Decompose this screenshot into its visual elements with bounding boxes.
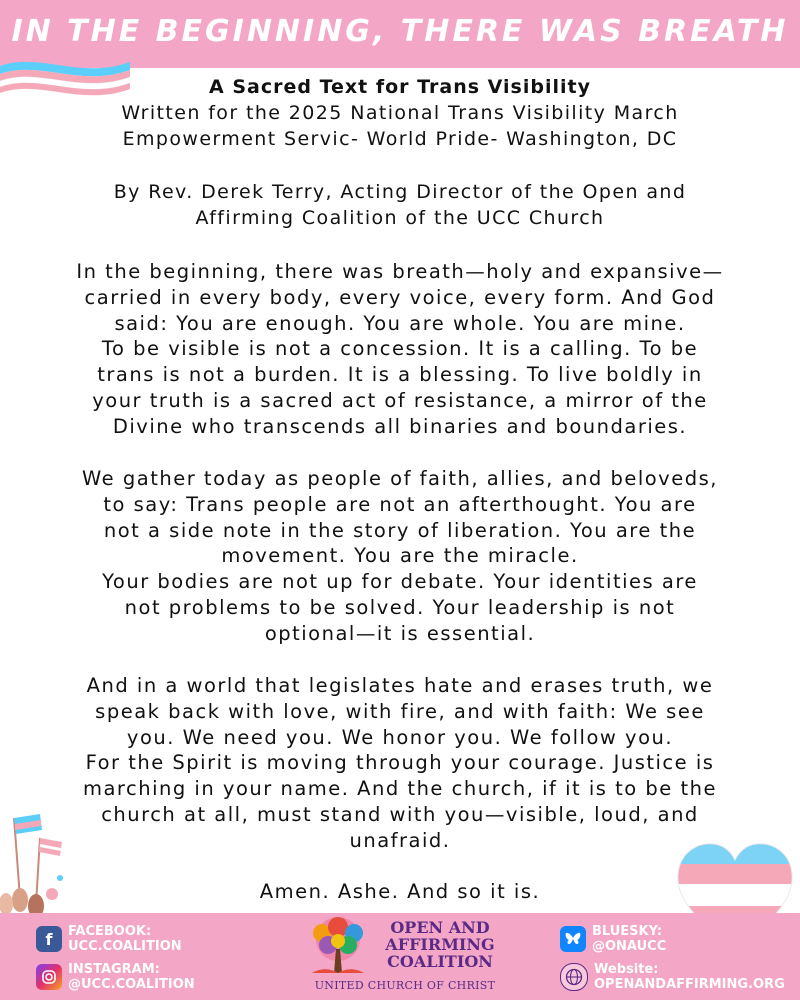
logo-line-1: OPEN AND [390, 918, 490, 937]
text-line: To be visible is not a concession. It is a calling. To be [101, 337, 699, 361]
text-line: In the beginning, there was breath—holy and expansive— [76, 260, 724, 283]
instagram-label: INSTAGRAM: [68, 962, 160, 977]
text-line: carried in every body, every voice, every form. And God [84, 285, 716, 309]
raised-flags-illustration-icon [0, 808, 70, 913]
text-line: And in a world that legislates hate and erases truth, we [86, 674, 714, 697]
text-line: church at all, must stand with you—visible, loud, and [101, 802, 699, 826]
website-url: OPENANDAFFIRMING.ORG [594, 977, 785, 992]
instagram-handle: @UCC.COALITION [68, 977, 195, 992]
facebook-icon: f [36, 926, 62, 952]
text-line: trans is not a burden. It is a blessing. To live boldly in [97, 363, 703, 387]
text-line: optional—it is essential. [264, 621, 536, 645]
author-line-1: By Rev. Derek Terry, Acting Director of the Open and [113, 181, 687, 203]
text-line: For the Spirit is moving through your courage. Justice is [85, 751, 715, 775]
text-line: not a side note in the story of liberation. You are the [103, 518, 697, 542]
text-line: to say: Trans people are not an afterthought. You are [103, 492, 697, 516]
facebook-handle: UCC.COALITION [68, 939, 182, 954]
banner-title: IN THE BEGINNING, THERE WAS BREATH [11, 14, 789, 49]
page-heading: A Sacred Text for Trans Visibility [209, 76, 591, 98]
tree-logo-icon [302, 915, 374, 979]
text-line: not problems to be solved. Your leadership is not [124, 595, 676, 619]
text-line: movement. You are the miracle. [221, 544, 579, 568]
paragraph-1 [20, 259, 780, 440]
facebook-link[interactable] [36, 924, 182, 954]
text-line: you. We need you. We honor you. We follow you. [126, 725, 674, 749]
bluesky-handle: @ONAUCC [592, 939, 667, 954]
paragraph-3 [20, 673, 780, 854]
text-line: Divine who transcends all binaries and boundaries. [112, 414, 688, 438]
text-line: unafraid. [349, 828, 451, 852]
text-line: Your bodies are not up for debate. Your identities are [102, 570, 698, 594]
author-line-2: Affirming Coalition of the UCC Church [195, 207, 605, 229]
logo-subtitle: UNITED CHURCH OF CHRIST [314, 979, 496, 992]
text-line: marching in your name. And the church, if it is to be the [82, 777, 718, 801]
facebook-label: FACEBOOK: [68, 924, 152, 939]
ona-coalition-logo [300, 913, 510, 1000]
instagram-link[interactable] [36, 962, 195, 992]
bluesky-icon [560, 926, 586, 952]
text-line: speak back with love, with fire, and with faith: We see [95, 699, 705, 723]
website-link[interactable] [560, 962, 785, 992]
bluesky-label: BLUESKY: [592, 924, 663, 939]
bluesky-link[interactable] [560, 924, 666, 954]
instagram-icon [36, 964, 62, 990]
event-line: Empowerment Servic- World Pride- Washington, DC [122, 128, 678, 150]
logo-name [372, 919, 508, 970]
logo-line-3: COALITION [387, 952, 493, 971]
paragraph-2 [20, 466, 780, 647]
text-line: said: You are enough. You are whole. You are mine. [114, 311, 686, 335]
text-line: your truth is a sacred act of resistance, a mirror of the [92, 388, 708, 412]
globe-icon [560, 963, 588, 991]
text-line: We gather today as people of faith, allies, and beloveds, [82, 467, 718, 490]
closing-line: Amen. Ashe. And so it is. [259, 880, 541, 903]
logo-line-2: AFFIRMING [385, 935, 495, 954]
website-label: Website: [594, 962, 659, 977]
written-for-line: Written for the 2025 National Trans Visibility March [121, 102, 679, 124]
